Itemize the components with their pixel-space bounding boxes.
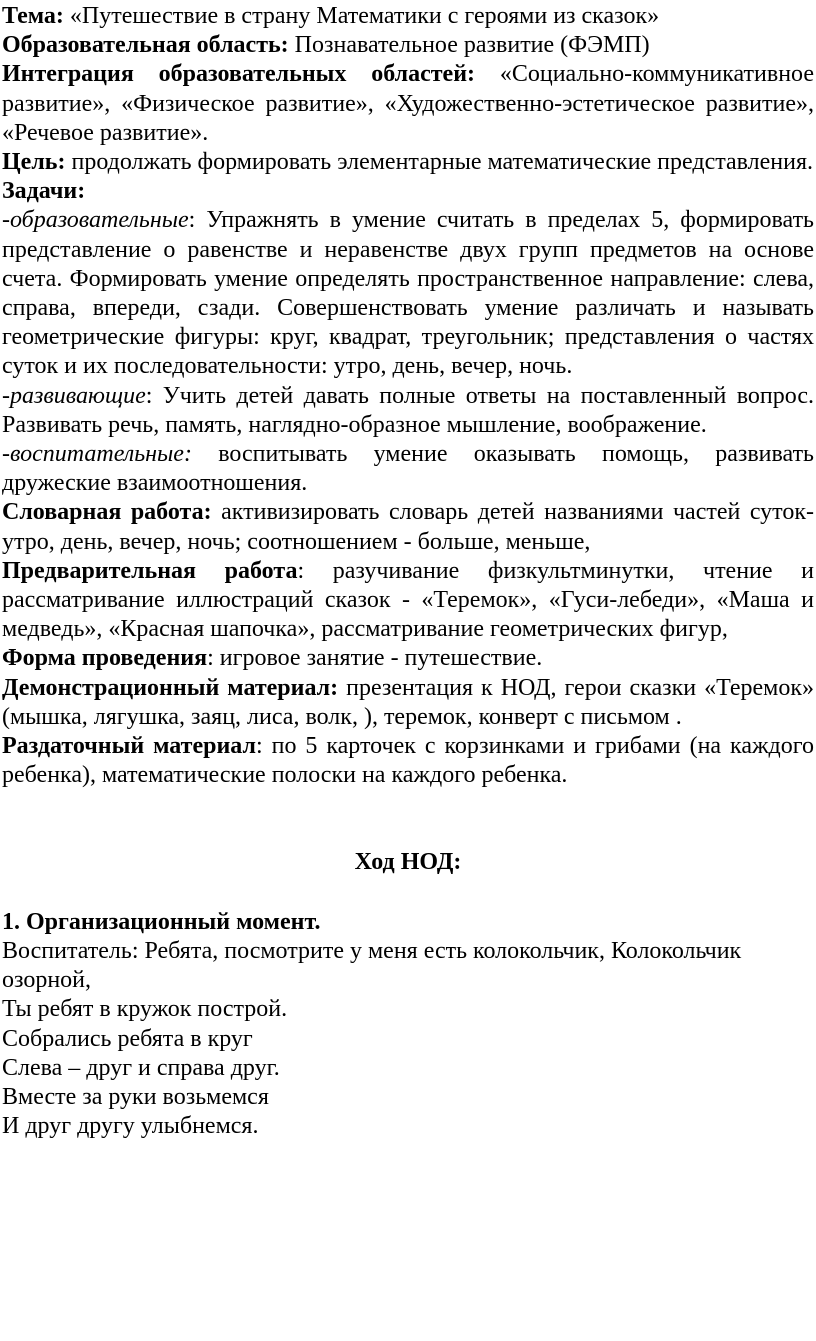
form-value: игровое занятие - путешествие. (219, 645, 543, 672)
educational-label: -образовательные (2, 207, 189, 234)
form-label: Форма проведения (2, 645, 208, 672)
topic-paragraph (2, 2, 814, 31)
form-paragraph: Форма проведения: игровое занятие - путешествие. (2, 645, 543, 672)
handout-paragraph: Раздаточный материал: по 5 карточек с корзинками и грибами (на каждого ребенка), математические полоски на каждого ребенка. (2, 733, 815, 789)
prep-paragraph: Предварительная работа: разучивание физкультминутки, чтение и рассматривание иллюстраций сказок - «Теремок», «Гуси-лебеди», «Маша и медведь», «Красная шапочка», рассматривание геометрических фигур, (2, 557, 815, 643)
demo-label: Демонстрационный материал: (2, 674, 339, 701)
developing-value: Учить детей давать полные ответы на поставленный вопрос. Развивать речь, память, наглядно-образное мышление, воображение. (2, 382, 814, 438)
prep-label: Предварительная работа (2, 557, 298, 584)
vocab-label: Словарная работа: (2, 499, 212, 526)
goal-value: продолжать формировать элементарные математические представления. (71, 149, 814, 176)
topic-label: Тема: (2, 3, 64, 29)
integration-value: «Социально-коммуникативное развитие», «Физическое развитие», «Художественно-эстетическое развитие», «Речевое развитие». (2, 61, 814, 146)
upbringing-paragraph (2, 440, 814, 498)
course-line: Воспитатель: Ребята, посмотрите у меня есть колокольчик, Колокольчик озорной, (2, 937, 742, 994)
developing-paragraph: -развивающие: Учить детей давать полные ответы на поставленный вопрос. Развивать речь, память, наглядно-образное мышление, воображение. (2, 382, 814, 438)
developing-label: -развивающие (2, 382, 146, 409)
course-line: Слева – друг и справа друг. (2, 1054, 280, 1081)
handout-label: Раздаточный материал (2, 733, 256, 760)
upbringing-value: воспитывать умение оказывать помощь, развивать дружеские взаимоотношения. (2, 441, 814, 497)
area-paragraph (2, 31, 814, 60)
course-line: И друг другу улыбнемся. (2, 1113, 259, 1140)
topic-value: «Путешествие в страну Математики с героями из сказок» (69, 3, 660, 29)
vocab-value: активизировать словарь детей названиями частей суток- утро, день, вечер, ночь; соотношением - больше, меньше, (2, 499, 815, 555)
goal-label: Цель: (2, 149, 66, 176)
document-page (2, 2, 814, 1141)
area-value: Познавательное развитие (ФЭМП) (294, 32, 650, 59)
area-label: Образовательная область: (2, 32, 289, 59)
goal-paragraph (2, 148, 814, 177)
section1-title: 1. Организационный момент. (2, 908, 321, 935)
course-line: Вместе за руки возьмемся (2, 1083, 269, 1110)
course-line: Ты ребят в кружок построй. (2, 996, 288, 1023)
section1-title-paragraph (2, 908, 814, 937)
tasks-heading-paragraph (2, 177, 814, 206)
course-line: Собрались ребята в круг (2, 1025, 253, 1052)
spacer (2, 878, 814, 908)
upbringing-label: -воспитательные: (2, 441, 192, 468)
demo-value: презентация к НОД, герои сказки «Теремок» (мышка, лягушка, заяц, лиса, волк, ), теремок, конверт с письмом . (2, 674, 815, 730)
tasks-heading: Задачи: (2, 178, 86, 205)
vocab-paragraph (2, 498, 814, 556)
course-heading: Ход НОД: (354, 849, 462, 876)
handout-value: по 5 карточек с корзинками и грибами (на каждого ребенка), математические полоски на каждого ребенка. (2, 733, 815, 789)
educational-paragraph: -образовательные: Упражнять в умение считать в пределах 5, формировать представление о равенстве и неравенстве двух групп предметов на основе счета. Формировать умение определять пространственное направление: слева, справа, впереди, сзади. Совершенствовать умение различать и называть геометрические фигуры: круг, квадрат, треугольник; представления о частях суток и их последовательности: утро, день, вечер, ночь. (2, 207, 815, 380)
prep-value: разучивание физкультминутки, чтение и рассматривание иллюстраций сказок - «Теремок», «Гуси-лебеди», «Маша и медведь», «Красная шапочка», рассматривание геометрических фигур, (2, 557, 815, 643)
spacer (2, 790, 814, 848)
educational-value: Упражнять в умение считать в пределах 5, формировать представление о равенстве и неравенстве двух групп предметов на основе счета. Формировать умение определять пространственное направление: слева, справа, впереди, сзади. Совершенствовать умение различать и называть геометрические фигуры: круг, квадрат, треугольник; представления о частях суток и их последовательности: утро, день, вечер, ночь. (2, 207, 815, 380)
integration-paragraph (2, 60, 814, 148)
integration-label: Интеграция образовательных областей: (2, 61, 476, 88)
demo-paragraph (2, 674, 814, 732)
